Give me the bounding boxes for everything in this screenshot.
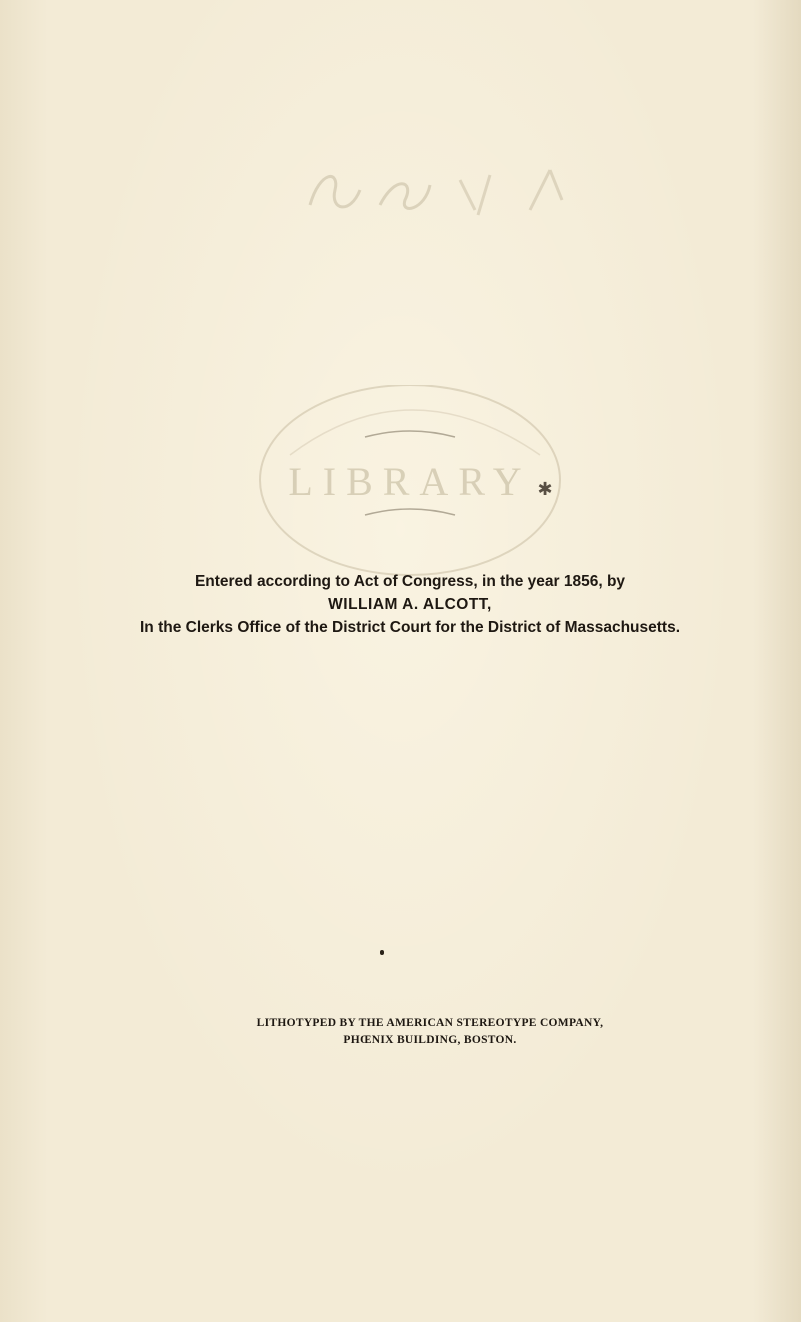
stamp-word: LIBRARY: [288, 459, 532, 504]
library-stamp: [250, 385, 580, 585]
copyright-line-1: Entered according to Act of Congress, in the year 1856, by: [194, 573, 626, 590]
printer-line-1: LITHOTYPED BY THE AMERICAN STEREOTYPE COMPANY,: [256, 1017, 604, 1029]
copyright-author: WILLIAM A. ALCOTT,: [328, 596, 492, 613]
printer-imprint: [230, 1015, 630, 1049]
copyright-line-3: In the Clerks Office of the District Court for the District of Massachusetts.: [140, 619, 681, 636]
svg-text:✱: ✱: [537, 479, 553, 500]
faded-shelfmark: [300, 160, 640, 220]
ink-speck: [380, 950, 384, 955]
library-stamp-seal-icon: [250, 385, 580, 585]
copyright-notice: [140, 570, 680, 639]
shelfmark-scribble-icon: [300, 160, 640, 220]
printer-line-2: PHŒNIX BUILDING, BOSTON.: [343, 1034, 517, 1046]
